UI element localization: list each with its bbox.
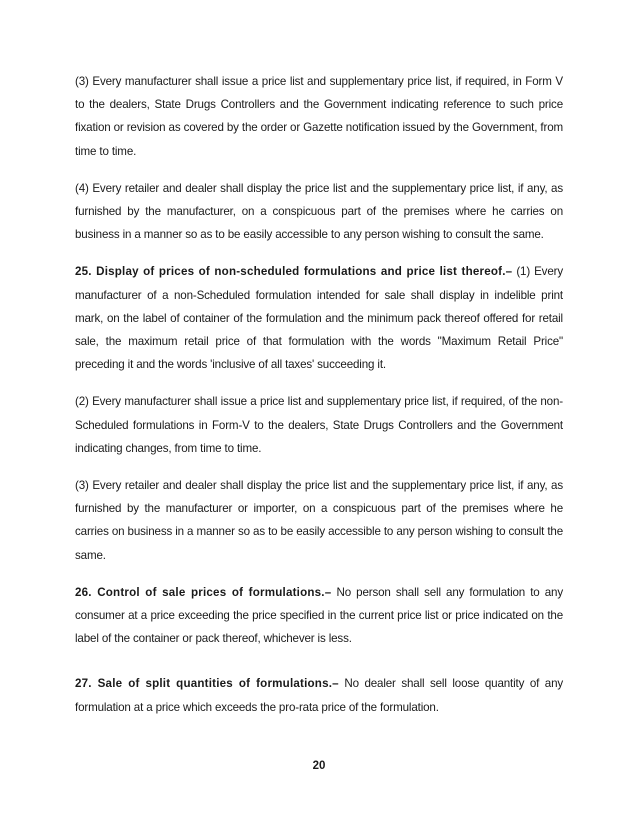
section-26-body: No person shall sell any formulation to any consumer at a price exceeding the price specified in the current price list or price indicated on the label of the container or pack thereof, whichever is less. (75, 585, 563, 646)
paragraph-4-display-price-list: (4) Every retailer and dealer shall display the price list and the supplementary price list, if any, as furnished by the manufacturer, on a conspicuous part of the premises where he carries on business in a manner so as to be easily accessible to any person wishing to consult the same. (75, 181, 563, 242)
section-26 (75, 581, 563, 651)
document-page (75, 70, 563, 733)
section-25-subsection-3: (3) Every retailer and dealer shall display the price list and the supplementary price list, if any, as furnished by the manufacturer or importer, on a conspicuous part of the premises where he carries on business in a manner so as to be easily accessible to any person wishing to consult the same. (75, 479, 563, 562)
section-27 (75, 672, 563, 718)
section-25-subsection-2: (2) Every manufacturer shall issue a price list and supplementary price list, if required, of the non-Scheduled formulations in Form-V to the dealers, State Drugs Controllers and the Government indicating changes, from time to time. (75, 395, 563, 455)
section-27-heading: 27. Sale of split quantities of formulations.– (75, 677, 339, 691)
section-25-heading: 25. Display of prices of non-scheduled formulations and price list thereof.– (75, 265, 513, 279)
page-number: 20 (312, 760, 326, 772)
section-26-heading: 26. Control of sale prices of formulations.– (75, 585, 332, 599)
paragraph-3-price-list: (3) Every manufacturer shall issue a price list and supplementary price list, if required, in Form V to the dealers, State Drugs Controllers and the Government indicating reference to such price fixation or revision as covered by the order or Gazette notification issued by the Government, from time to time. (75, 75, 563, 158)
section-27-body: No dealer shall sell loose quantity of any formulation at a price which exceeds the pro-rata price of the formulation. (75, 677, 564, 714)
section-25 (75, 260, 563, 376)
section-25-body: (1) Every manufacturer of a non-Scheduled formulation intended for sale shall display in indelible print mark, on the label of container of the formulation and the minimum pack thereof offered for retail sale, the maximum retail price of that formulation with the words "Maximum Retail Price" preceding it and the words 'inclusive of all taxes' succeeding it. (75, 265, 563, 372)
